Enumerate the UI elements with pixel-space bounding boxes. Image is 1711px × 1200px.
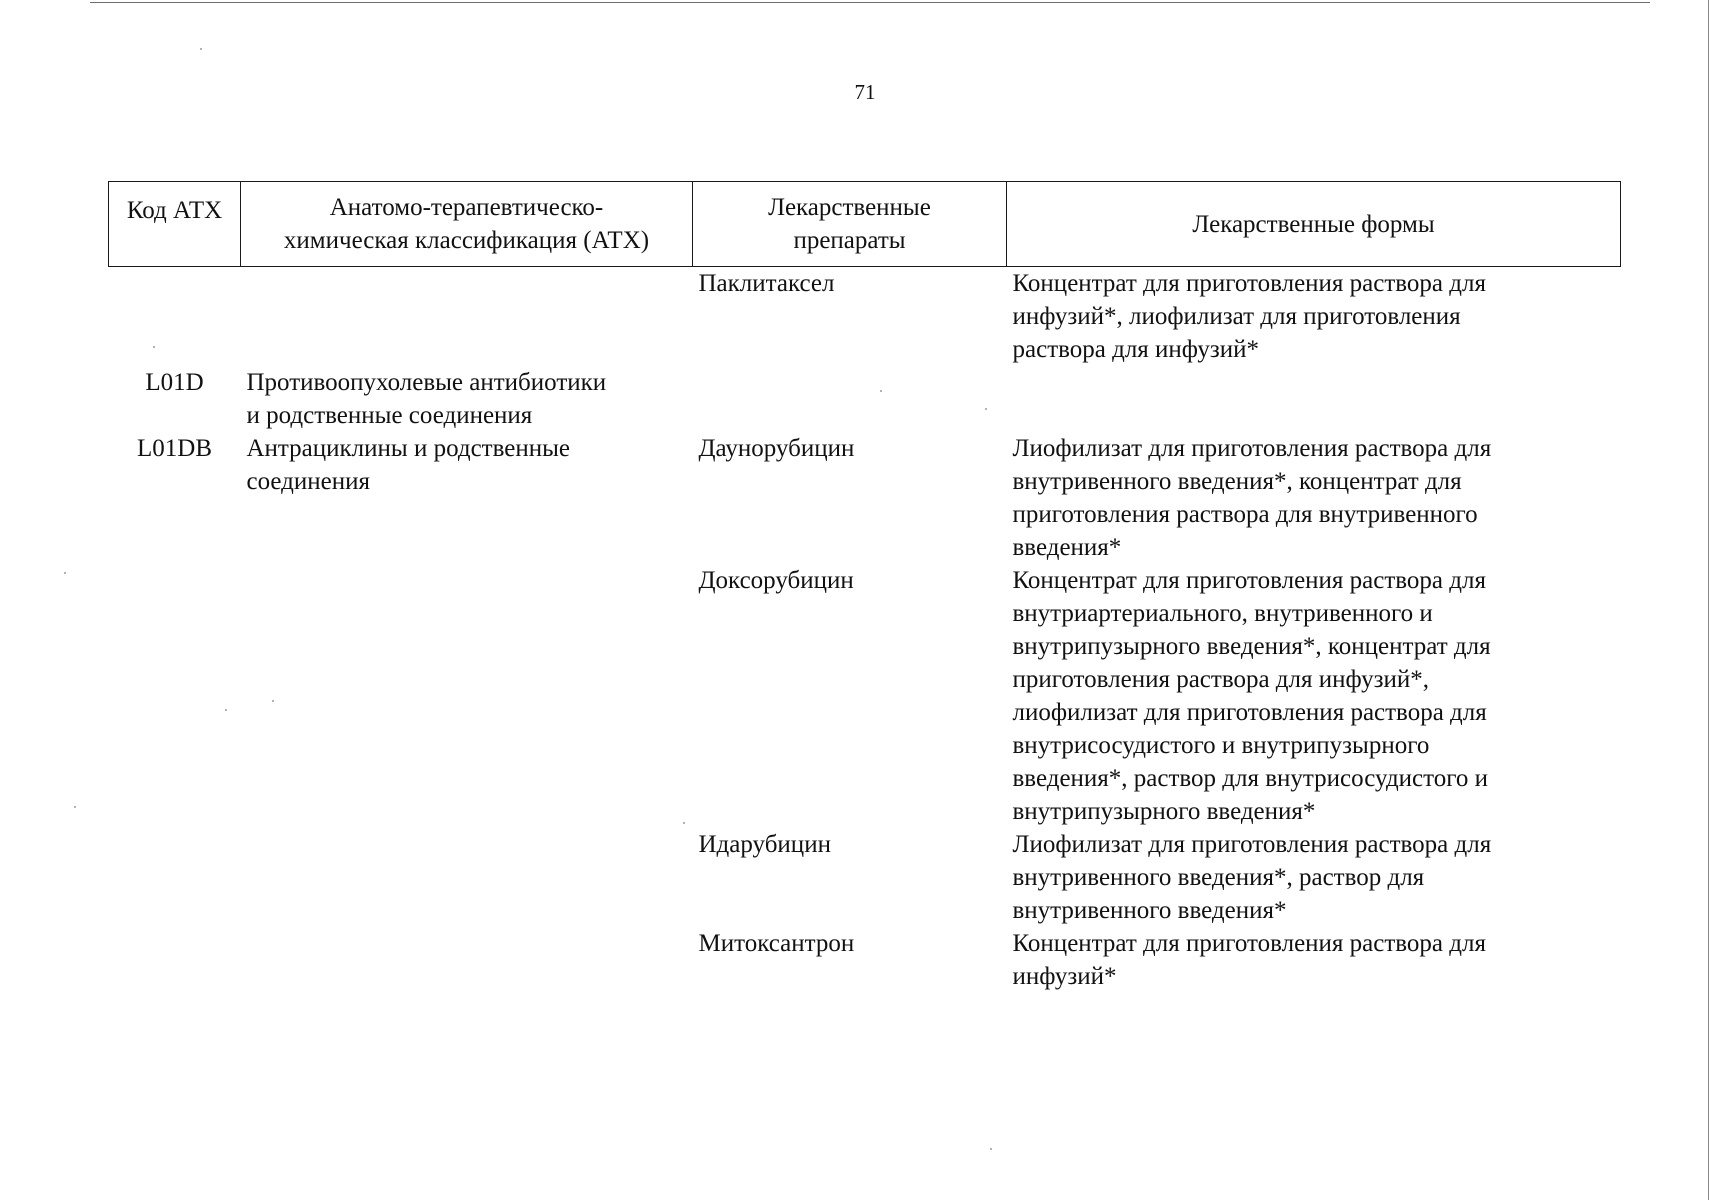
scan-edge-right [1708, 0, 1709, 1200]
row-classification [241, 564, 693, 828]
dosage-form-line: инфузий*, лиофилизат для приготовления [1012, 303, 1461, 330]
table-row [109, 432, 1621, 564]
scan-speck [64, 572, 66, 574]
row-atx-code [109, 828, 241, 927]
dosage-form-line: инфузий* [1012, 963, 1117, 990]
dosage-form-line: внутриартериального, внутривенного и [1012, 600, 1433, 627]
dosage-form-line: Концентрат для приготовления раствора для [1012, 930, 1486, 957]
dosage-form-line: приготовления раствора для внутривенного [1012, 501, 1478, 528]
atx-drug-table [108, 181, 1621, 993]
page-number: 71 [854, 80, 876, 104]
scan-speck [153, 346, 155, 348]
row-atx-code [109, 564, 241, 828]
scan-speck [683, 822, 685, 824]
header-dosage-forms: Лекарственные формы [1007, 182, 1621, 267]
dosage-form-line: лиофилизат для приготовления раствора для [1012, 699, 1487, 726]
table-row [109, 366, 1621, 432]
table-row [109, 267, 1621, 367]
scan-speck [74, 806, 76, 808]
classification-line: Антрациклины и родственные [246, 435, 570, 462]
row-atx-code [109, 927, 241, 993]
dosage-form-line: Концентрат для приготовления раствора для [1012, 270, 1486, 297]
dosage-form-line: внутривенного введения* [1012, 897, 1287, 924]
dosage-form-line: внутрисосудистого и внутрипузырного [1012, 732, 1430, 759]
dosage-form-line: введения* [1012, 534, 1122, 561]
scan-speck [985, 408, 987, 410]
table-row [109, 564, 1621, 828]
table-row [109, 927, 1621, 993]
row-classification [241, 828, 693, 927]
dosage-form-line: введения*, раствор для внутрисосудистого и [1012, 765, 1489, 792]
scan-speck [225, 709, 227, 711]
classification-line: и родственные соединения [246, 402, 533, 429]
classification-line: соединения [246, 468, 370, 495]
dosage-form-line: Лиофилизат для приготовления раствора для [1012, 831, 1492, 858]
row-atx-code: L01D [145, 369, 204, 396]
table-header [109, 182, 1621, 267]
header-drugs [693, 182, 1007, 267]
header-drugs-line-1: Лекарственные [768, 194, 931, 221]
row-dosage-forms [1007, 366, 1621, 432]
row-classification [241, 432, 693, 564]
scan-speck [990, 1148, 992, 1150]
header-atx-classification [241, 182, 693, 267]
row-dosage-forms [1007, 828, 1621, 927]
row-dosage-forms [1007, 267, 1621, 367]
row-drug-name: Доксорубицин [698, 567, 854, 594]
row-drug-name: Даунорубицин [698, 435, 855, 462]
dosage-form-line: раствора для инфузий* [1012, 336, 1260, 363]
row-classification [241, 927, 693, 993]
dosage-form-line: приготовления раствора для инфузий*, [1012, 666, 1429, 693]
dosage-form-line: Лиофилизат для приготовления раствора для [1012, 435, 1492, 462]
dosage-form-line: внутрипузырного введения*, концентрат для [1012, 633, 1491, 660]
row-drug-name: Митоксантрон [698, 930, 855, 957]
row-classification [241, 267, 693, 367]
row-drug-name: Паклитаксел [698, 270, 835, 297]
scan-speck [880, 390, 882, 392]
table-body [109, 267, 1621, 994]
dosage-form-line: внутривенного введения*, концентрат для [1012, 468, 1462, 495]
dosage-form-line: внутривенного введения*, раствор для [1012, 864, 1425, 891]
header-classification-line-1: Анатомо-терапевтическо- [329, 194, 604, 221]
row-drug-name [693, 366, 1007, 432]
classification-line: Противоопухолевые антибиотики [246, 369, 607, 396]
header-drugs-line-2: препараты [793, 227, 906, 254]
row-dosage-forms [1007, 432, 1621, 564]
row-dosage-forms [1007, 927, 1621, 993]
scan-speck [272, 700, 274, 702]
header-row [109, 182, 1621, 267]
scan-edge-top [90, 2, 1650, 3]
row-atx-code: L01DB [137, 435, 212, 462]
header-atx-code: Код АТХ [109, 182, 241, 267]
scan-speck [200, 48, 202, 50]
dosage-form-line: внутрипузырного введения* [1012, 798, 1316, 825]
header-classification-line-2: химическая классификация (АТХ) [283, 227, 650, 254]
row-dosage-forms [1007, 564, 1621, 828]
row-classification [241, 366, 693, 432]
dosage-form-line: Концентрат для приготовления раствора для [1012, 567, 1486, 594]
table-row [109, 828, 1621, 927]
row-atx-code [109, 267, 241, 367]
row-drug-name: Идарубицин [698, 831, 831, 858]
